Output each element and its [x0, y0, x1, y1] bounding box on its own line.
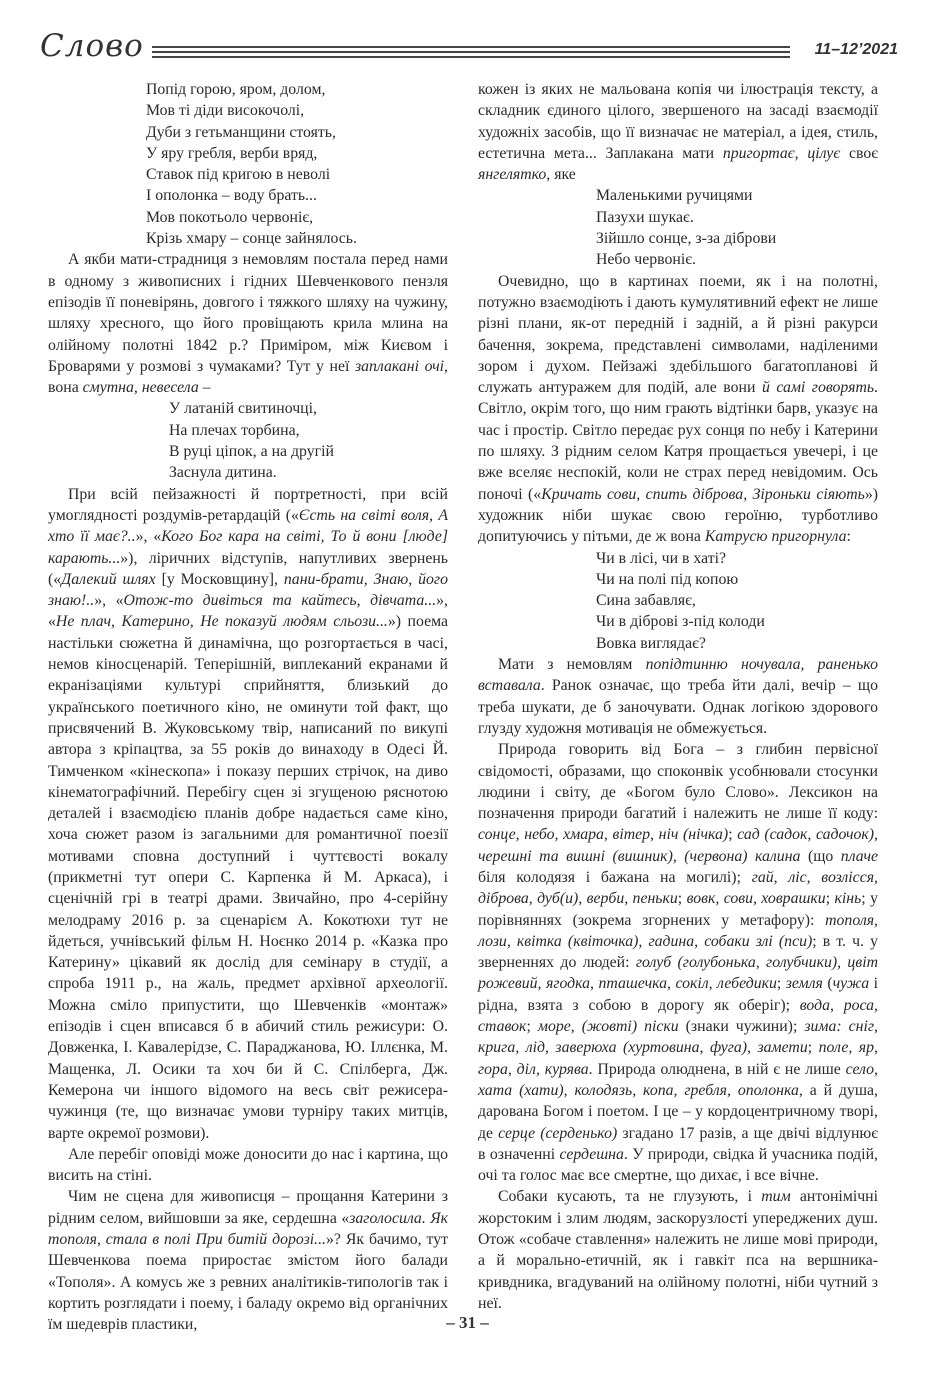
text: кожен із яких не мальована копія чи ілюстрація тексту, а складник єдиного цілого, звершеного на засаді взаємодії художніх засобів, що її визначає не матеріал, а ідея, стиль, естетична мета... Заплакана мати [478, 81, 878, 162]
paragraph [478, 654, 878, 739]
italic-text: Катрусю пригорнула [704, 528, 847, 546]
header [40, 28, 898, 68]
italic-text: земля [785, 975, 823, 993]
verse-line: І ополонка – воду брать... [146, 187, 317, 205]
text: , а й душа, дарована Богом і поетом. І це – у кордоцентричному творі, де [478, 1081, 878, 1142]
paragraph [48, 1144, 448, 1187]
text: »), ліричних відступів, напутливих звернень (« [48, 549, 448, 588]
text: і рідна, взята з собою в дорогу як оберіг); [478, 975, 879, 1014]
verse-line: Маленькими ручицями [596, 187, 753, 205]
text: згадано 17 разів, а ще двічі відлунює в означенні [478, 1124, 878, 1163]
italic-text: пани-брати, Знаю, його знаю!.. [48, 570, 448, 610]
text: своє [840, 144, 878, 162]
verse-line: Крізь хмару – сонце зайнялось. [146, 230, 357, 248]
italic-text: Далекий шлях [61, 570, 156, 588]
text: А якби мати-страдниця з немовлям постала перед нами в одному з живописних і гідних Шевченкового пензля епізодів її поневірянь, довгого і тяжкого шляху на чужину, шляху хресного, що його провіщають крила млина на олійному полотні 1842 р.? Приміром, між Києвом і Броварями у розмові з чумаками? Тут у неї [48, 251, 448, 375]
text: : [846, 528, 851, 546]
italic-text: тим [761, 1188, 791, 1206]
header-rule [152, 46, 790, 61]
text: біля колодязя і бажана на могилі); [478, 868, 752, 886]
italic-text: море, (жовті) піски [537, 1018, 679, 1036]
verse-line: Мов покотьоло червоніє, [146, 208, 314, 226]
italic-text: сад (садок, садочок), черешні та вишні (вишник), (червона) калина [478, 826, 879, 865]
page-number: – 31 – [446, 1313, 489, 1332]
italic-text: янгелятко [478, 166, 547, 184]
verse-line: Попід горою, яром, долом, [146, 81, 326, 98]
paragraph [478, 739, 878, 1186]
paragraph [478, 1186, 878, 1314]
paragraph [478, 79, 878, 185]
text: Собаки кусають, та не глузують, і [498, 1188, 762, 1206]
italic-text: Єсть на світі воля, А хто її має?.. [48, 506, 448, 546]
text: Мати з немовлям [498, 656, 646, 674]
italic-text: вовк, сови, ховрашки [686, 890, 826, 908]
verse-line: Чи в діброві з-під колоди [596, 613, 765, 631]
text: », « [94, 592, 124, 610]
text: »? Як бачимо, тут Шевченкова поема приростає змістом його балади «Тополя». А комусь же з ревних аналітиків-типологів так і кортить розглядати і поему, і баладу окремо від органічних їм шедеврів пластики, [48, 1231, 449, 1334]
italic-text: Кого Бог кара на світі, То й вони [люде] карають... [48, 528, 448, 567]
text: ; в т. ч. у зверненнях до людей: [478, 932, 878, 972]
text: », « [48, 592, 449, 631]
text: ») художник ніби шукає свою героїню, турботливо допитуючись у пітьми, де ж вона [478, 485, 878, 546]
text: (знаки чужини); [678, 1018, 805, 1036]
paragraph [48, 484, 448, 1144]
text: ; [677, 890, 687, 908]
italic-text: сонце, небо, хмара, вітер, ніч (нічка) [478, 826, 729, 844]
text: Очевидно, що в картинах поеми, як і на полотні, потужно взаємодіють і дають кумулятивний ефект не лише різні плани, як-от передній і задній, а й різні ракурси бачення, зокрема, представлені символами, наділеними зором і духом. Пейзажі здебільшого багатопланові й служать антуражем для подій, але вони [478, 272, 878, 397]
text: – [198, 379, 211, 397]
right-column [478, 79, 878, 1314]
italic-text: село, хата (хати), колодязь, копа, гребля, ополонка [478, 1060, 878, 1099]
verse-line: Ставок під кригою в неволі [146, 166, 331, 184]
text: ; [776, 975, 786, 993]
journal-logo: Слово [40, 28, 144, 64]
text: . Світло, окрім того, що ним грають відтінки барв, указує на час і простір. Світло передає рух сонця по небу і Катерини по шляху. З рідним селом Катря прощається увечері, і це вже вселяє неспокій, коли не страх перед невідомим. Ось поночі (« [478, 379, 878, 503]
verse-line: У яру гребля, верби вряд, [146, 144, 318, 162]
verse-line: Заснула дитина. [169, 464, 277, 482]
issue-number: 11–12’2021 [814, 41, 898, 58]
italic-text: заплакані очі [354, 357, 445, 375]
italic-text: плаче [840, 847, 878, 865]
text: », « [135, 528, 162, 546]
text: Природа говорить від Бога – з глибин первісної свідомості, образами, що споконвік усобнювали стосунки людини і світу, де «Богом було Слово». Лексикон на позначення природи багатий і належить не лише її коду: [478, 741, 878, 823]
italic-text: сердешна [559, 1145, 624, 1163]
verse-line: Зійшло сонце, з-за діброви [596, 230, 777, 248]
text: , вона [48, 357, 448, 397]
paragraph [48, 249, 448, 398]
verse-line: Сина забавляє, [596, 592, 696, 610]
verse-line: Мов ті діди високочолі, [146, 102, 305, 120]
verse-line: Пазухи шукає. [596, 208, 694, 226]
verse-line: В руці ціпок, а на другій [169, 443, 334, 461]
italic-text: смутна, невесела [82, 379, 199, 397]
text: ; [825, 890, 835, 908]
verse-block [146, 79, 448, 249]
paragraph [478, 271, 878, 548]
text: ( [822, 975, 833, 993]
text: ; [807, 1039, 819, 1057]
text: При всій пейзажності й портретності, при всій умоглядності роздумів-ретардацій (« [48, 485, 448, 524]
text: антонімічні жорстоким і злим людям, заскорузлості упереджених душ. Отож «собаче ставлення» належить не лише мові природи, а й морально-етичній, як і гавкіт пса на вершника-кривдника, вгадуваний на олійному полотні, ніби чутний з неї. [478, 1188, 878, 1312]
verse-block [169, 398, 448, 483]
italic-text: заголосила. Як тополя, стала в полі При битій дорозі... [48, 1209, 448, 1249]
italic-text: поле, яр, гора, діл, курява [478, 1039, 878, 1078]
text: ») поема настільки сюжетна й динамічна, що розгортається в часі, немов кіносценарій. Теперішній, виплеканий екранами й екранізаціями культурі сприйняття, близький до українського поетичного кіно, не оминути той факт, що присвячений В. Жуковському твір, написаний по викупі автора з кріпацтва, за 55 років до винаходу в Одесі Й. Тимченком «кінескопа» і показу перших стрічок, на диво кінематографічний. Перебігу сцен зі згущеною ряснотою деталей і взаємодією планів добре надається саме кіно, хоча сюжет разом із загальними для романтичної поезії мотивами сповна доступний і чуттєвості вокалу (прикметні тут опери С. Карпенка й М. Аркаса), і сценічній грі в театрі драми. Звичайно, про 4-серійну мелодраму 2016 р. за сценарієм А. Кокотюхи тут не йдеться, учнівський фільм Н. Ноєнко 2014 р. «Казка про Катерину» цікавий як дослід для семінару в студії, а спроба 1911 р., на жаль, предмет архівної археології. Можна сміло припустити, що Шевченків «монтаж» епізодів і сцен вписався б в абичий стиль режисури: О. Довженка, І. Кавалерідзе, С. Параджанова, Ю. Іллєнка, М. Мащенка, Л. Осики та хоч би й С. Спілберга, Дж. Кемерона чи іншого відомого на весь світ режисера-чужинця (те, що визначає умови турніру таких митців, варте окремої розмови). [48, 613, 448, 1142]
text: ; у порівняннях (зокрема згорнених у метафору): [478, 890, 878, 929]
left-column [48, 79, 448, 1336]
italic-text: гай, ліс, возлісся, діброва, дуб(и), верби, пеньки [478, 868, 878, 908]
text: [у Московщину], [155, 570, 284, 588]
italic-text: голуб (голубонька, голубчики), цвіт рожевий, ягодка, пташечка, сокіл, лебедики [478, 954, 878, 993]
italic-text: пригортає, цілує [722, 144, 841, 162]
italic-text: серце (серденько) [498, 1124, 618, 1142]
verse-line: Дуби з гетьманщини стоять, [146, 123, 336, 141]
italic-text: чужа [832, 975, 870, 993]
italic-text: Кричать сови, спить діброва, Зіроньки сіяють [541, 485, 865, 503]
verse-block [596, 185, 878, 270]
text: Чим не сцена для живописця – прощання Катерини з рідним селом, вийшовши за яке, сердешна « [48, 1188, 448, 1227]
text: Але перебіг оповіді може доносити до нас і картина, що висить на стіні. [48, 1145, 448, 1185]
text: . У природи, свідка й учасника подій, очі та голос має все смертне, що дихає, і все вічне. [478, 1145, 878, 1185]
text: , яке [546, 166, 576, 184]
text: . Природа олюднена, в ній є не лише [588, 1060, 846, 1078]
text: ; [728, 826, 738, 844]
verse-line: Вовка виглядає? [596, 634, 706, 652]
italic-text: вода, роса, ставок [478, 996, 878, 1036]
italic-text: Отож-то дивіться та кайтесь, дівчата... [123, 592, 437, 610]
verse-line: Чи на полі під копою [596, 570, 739, 588]
italic-text: зима: сніг, крига, лід, заверюха (хуртовина, фуга), замети [478, 1018, 878, 1057]
italic-text: попідтинню ночувала, раненько вставала [478, 656, 878, 695]
text: ; [526, 1018, 538, 1036]
italic-text: Не плач, Катерино, Не показуй людям сльози... [55, 613, 388, 631]
verse-line: Чи в лісі, чи в хаті? [596, 549, 727, 567]
italic-text: й самі говорять [761, 379, 875, 397]
verse-block [596, 548, 878, 654]
text: . Ранок означає, що треба йти далі, вечір – що треба шукати, де б заночувати. Однак логікою здорового глузду художня мотивація не обмежується. [478, 677, 878, 737]
italic-text: кінь [834, 890, 862, 908]
text: (що [800, 847, 841, 865]
verse-line: У латаній свитиночці, [169, 400, 317, 418]
verse-line: На плечах торбина, [169, 421, 300, 439]
verse-line: Небо червоніє. [596, 251, 696, 269]
italic-text: тополя, лози, квітка (квіточка), гадина, собаки злі (пси) [478, 911, 878, 950]
